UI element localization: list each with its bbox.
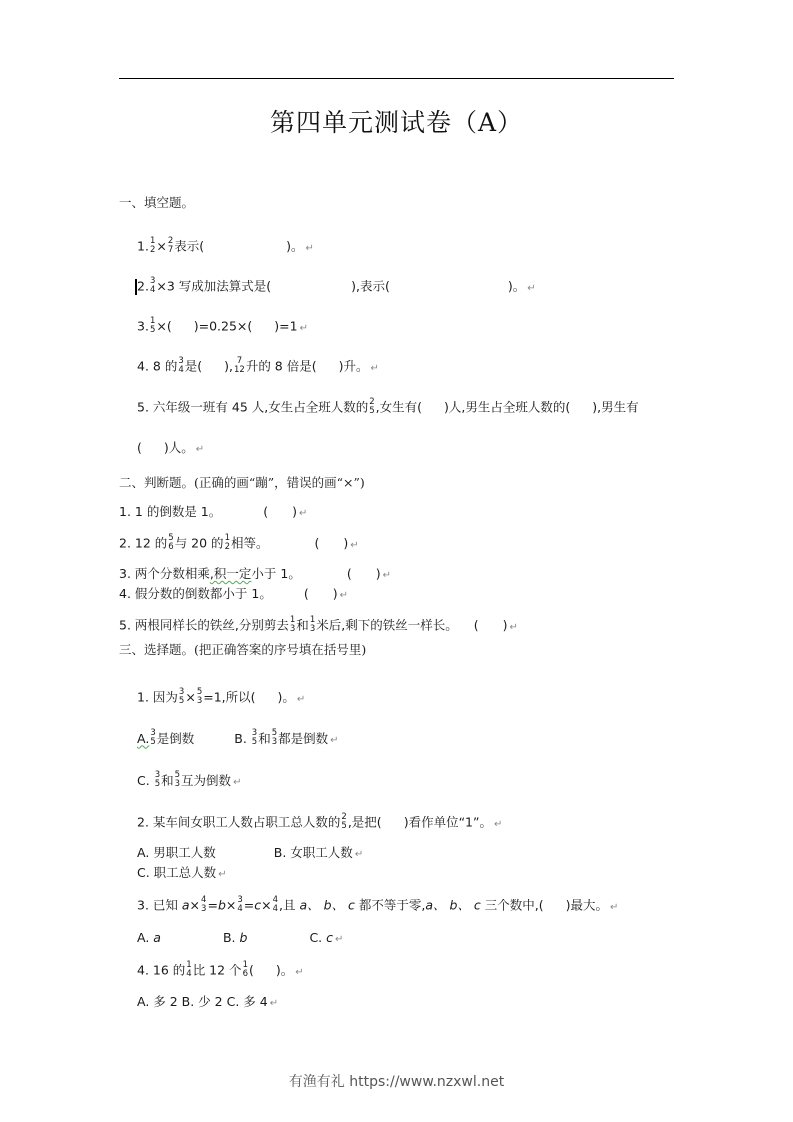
fraction: 3 4 [178,356,184,375]
paragraph-mark-icon: ↵ [493,818,503,830]
fraction: 2 5 [369,397,375,416]
judge-question-2: 2. 12 的 5 6 与 20 的 1 2 相等。 ( ) ↵ [119,533,359,552]
fraction: 7 12 [234,356,245,375]
paragraph-mark-icon: ↵ [330,734,339,746]
paragraph-mark-icon: ↵ [354,849,364,860]
paragraph-mark-icon: ↵ [269,998,279,1009]
spellcheck-underline: ,积一定 [209,566,252,581]
choice-question-2-option-c [137,865,227,883]
paragraph-mark-icon: ↵ [305,242,314,254]
fill-question-5: 5. 六年级一班有 45 人,女生占全班人数的 2 5 ,女生有( )人,男生占全班人数的( ),男生有 [137,397,639,416]
fraction: 1 4 [186,960,192,979]
options-list[interactable]: A. 多 2 B. 少 2 C. 多 4 [137,994,268,1009]
fraction: 4 3 [201,895,207,914]
paragraph-mark-icon: ↵ [295,966,304,978]
fraction: 1 2 [224,533,230,552]
fraction: 1 5 [149,316,156,335]
fill-question-2: 2. 3 4 ×3 写成加法算式是( ),表示( )。 ↵ [137,276,536,295]
fraction: 4 4 [272,895,279,914]
fraction: 3 5 [150,728,156,747]
fraction: 1 3 [289,615,296,634]
choice-question-4-options [137,994,278,1012]
option-b[interactable]: B. 3 5 和 5 3 都是倒数 [234,728,329,747]
fraction: 1 2 [149,236,156,255]
fraction: 3 5 [178,687,185,706]
paragraph-mark-icon: ↵ [195,444,205,455]
choice-question-1: 1. 因为 3 5 × 5 3 =1,所以( )。 ↵ [137,687,306,706]
section-heading-fill: 一、填空题。 [119,195,195,210]
fraction: 1 3 [309,615,316,634]
judge-question-4: 4. 假分数的倒数都小于 1。 ( ) ↵ [119,586,348,601]
section-heading-judge: 二、判断题。(正确的画“蹦”，错误的画“×”) [119,475,365,490]
paragraph-mark-icon: ↵ [509,621,518,633]
fill-question-5-continued: ( )人。 ↵ [137,440,205,455]
section-heading-choice: 三、选择题。(把正确答案的序号填在括号里) [119,642,367,657]
fraction: 3 5 [251,728,258,747]
watermark-footer: 有渔有礼 https://www.nzxwl.net [288,1074,505,1090]
fraction: 3 4 [149,276,156,295]
choice-question-1-options-ab [137,730,339,749]
choice-question-2: 2. 某车间女职工人数占职工总人数的 2 5 ,是把( )看作单位“1”。 ↵ [137,812,503,831]
paragraph-mark-icon: ↵ [339,590,348,601]
fraction: 3 4 [237,895,243,914]
page-title: 第四单元测试卷（A） [269,108,524,137]
option-a[interactable]: A. 3 5 是倒数 [137,728,195,747]
fraction: 5 3 [174,770,181,789]
paragraph-mark-icon: ↵ [382,570,391,581]
paragraph-mark-icon: ↵ [527,282,536,294]
fill-question-4: 4. 8 的 3 4 是( ), 7 12 升的 8 倍是( )升。 ↵ [137,356,379,375]
fraction: 5 3 [271,728,278,747]
fraction: 1 6 [242,960,248,979]
paragraph-mark-icon: ↵ [299,322,308,334]
fill-question-1: 1. 1 2 × 2 7 表示( )。 ↵ [137,236,314,255]
choice-question-3: 3. 已知 a× 4 3 =b× 3 4 =c× 4 4 ,且 a、 b、 c 都不等于零,a、 b、 c 三个数中,( )最大。 ↵ [137,895,619,914]
option-c[interactable]: C. c [309,930,334,945]
paragraph-mark-icon: ↵ [610,901,619,913]
paragraph-mark-icon: ↵ [296,693,306,705]
choice-question-1-option-c [137,772,241,791]
header-rule [119,78,674,79]
option-a[interactable]: A. 男职工人数 [137,845,216,860]
option-a[interactable]: A. a [137,930,161,945]
fraction: 3 5 [154,770,161,789]
option-c[interactable]: C. 职工总人数 [137,865,217,880]
paragraph-mark-icon: ↵ [299,508,308,519]
fraction: 5 3 [196,687,203,706]
choice-question-4: 4. 16 的 1 4 比 12 个 1 6 ( )。 ↵ [137,960,304,979]
paragraph-mark-icon: ↵ [350,539,359,551]
paragraph-mark-icon: ↵ [218,869,227,880]
option-b[interactable]: B. b [222,930,248,945]
judge-question-1: 1. 1 的倒数是 1。 ( ) ↵ [119,504,308,519]
fraction: 2 5 [341,812,347,831]
paragraph-mark-icon: ↵ [335,934,344,945]
judge-question-3: 3. 两个分数相乘,积一定小于 1。 ( ) ↵ [119,566,391,581]
fraction: 2 7 [167,236,174,255]
option-c[interactable]: C. 3 5 和 5 3 互为倒数 [137,770,232,789]
choice-question-2-options-ab [137,845,363,863]
paragraph-mark-icon: ↵ [370,362,379,374]
fraction: 5 6 [168,533,174,552]
option-b[interactable]: B. 女职工人数 [273,845,353,860]
fill-question-3: 3. 1 5 ×( )=0.25×( )=1 ↵ [137,316,308,335]
paragraph-mark-icon: ↵ [233,776,242,788]
judge-question-5: 5. 两根同样长的铁丝,分别剪去 1 3 和 1 3 米后,剩下的铁丝一样长。 ( ) ↵ [119,615,518,634]
choice-question-3-options [137,930,343,948]
